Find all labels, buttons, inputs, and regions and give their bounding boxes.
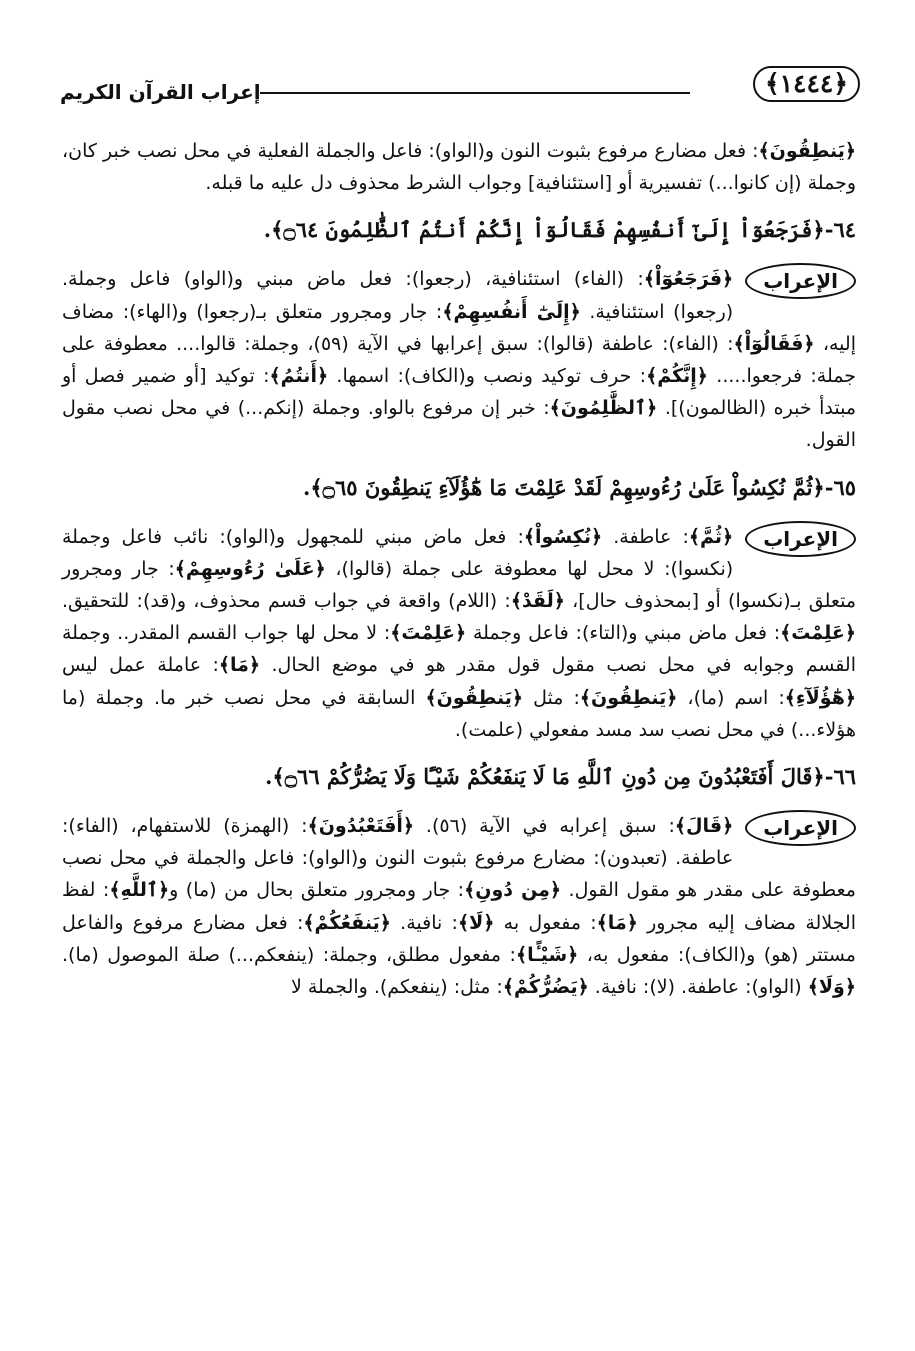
quran-word: ﴿شَيْـًٔا﴾ bbox=[515, 943, 579, 966]
analysis-text: : نافية. bbox=[390, 911, 458, 934]
verse-65: ٦٥-﴿ثُمَّ نُكِسُواْ عَلَىٰ رُءُوسِهِمْ لَقَدْ عَلِمْتَ مَا هَٰٓؤُلَآءِ يَنطِقُونَ ۝٦٥﴾. bbox=[303, 474, 856, 500]
verse-64: ٦٤-﴿فَرَجَعُوٓاْ إِلَىٰٓ أَنفُسِهِمْ فَقَالُوٓاْ إِنَّكُمْ أَنتُمُ ٱلظَّٰلِمُونَ ۝٦٤﴾. bbox=[263, 217, 856, 243]
quran-word: ﴿فَقَالُوٓاْ﴾ bbox=[733, 332, 815, 355]
analysis-text: : لفظ الجلالة مضاف إليه مجرور bbox=[62, 879, 856, 934]
quran-word: ﴿يَنطِقُونَ﴾ bbox=[579, 686, 678, 709]
analysis-text: : (الهمزة) للاستفهام، (الفاء): عاطفة. (تعبدون): مضارع مرفوع بثبوت النون و(الواو): فاعل والجملة في محل نصب معطوفة على مقدر هو مقول القول. bbox=[62, 815, 856, 902]
quran-word: ﴿ٱلظَّٰلِمُونَ﴾ bbox=[549, 397, 658, 420]
quran-word: ﴿أَنتُمُ﴾ bbox=[269, 365, 329, 388]
analysis-text: : مثل bbox=[522, 686, 580, 709]
quran-word: ﴿مِن دُونِ﴾ bbox=[464, 879, 562, 902]
analysis-text: : جار ومجرور متعلق بحال من (ما) و bbox=[169, 879, 465, 902]
analysis-text: : اسم (ما)، bbox=[677, 686, 785, 709]
analysis-text: : مثل: (ينفعكم). والجملة لا bbox=[290, 976, 503, 999]
analysis-text: : فعل ماض مبني للمجهول و(الواو): نائب فاعل وجملة (نكسوا): لا محل لها معطوفة على جملة (قالوا)، bbox=[62, 525, 734, 580]
quran-word: ﴿مَا﴾ bbox=[596, 911, 638, 934]
quran-word: ﴿وَلَا﴾ bbox=[807, 976, 856, 999]
quran-word: ﴿ٱللَّهِ﴾ bbox=[109, 879, 170, 902]
analysis-text: : لا محل لها جواب القسم المقدر.. وجملة القسم وجوابه في محل نصب مقول قول مقدر هو في موضع الحال. bbox=[62, 622, 856, 677]
quran-word: ﴿إِلَىٰٓ أَنفُسِهِمْ﴾ bbox=[442, 300, 581, 323]
analysis-text: : فعل مضارع مرفوع بثبوت النون و(الواو): فاعل والجملة الفعلية في محل نصب خبر كان، وجملة (إن كانوا...) تفسيرية أو [استئنافية] وجواب الشرط محذوف دل عليه ما قبله. bbox=[62, 140, 856, 195]
analysis-text: : (الفاء) استئنافية، (رجعوا): فعل ماض مبني و(الواو) فاعل وجملة. (رجعوا) استئنافية. bbox=[62, 268, 734, 323]
analysis-text: : مفعول به bbox=[494, 911, 597, 934]
book-title: إعراب القرآن الكريم bbox=[60, 80, 261, 104]
page-header bbox=[60, 58, 860, 112]
quran-word: ﴿فَرَجَعُوٓاْ﴾ bbox=[643, 268, 734, 291]
quran-word: ﴿أَفَتَعْبُدُونَ﴾ bbox=[307, 815, 415, 838]
analysis-text: : جار ومجرور متعلق بـ(نكسوا) أو [بمحذوف حال]، bbox=[62, 557, 857, 613]
analysis-text: : عاملة عمل ليس bbox=[62, 654, 219, 677]
iraab-paragraph-66 bbox=[62, 810, 856, 1003]
quran-word: ﴿يَنطِقُونَ﴾ bbox=[758, 140, 856, 162]
quran-word: ﴿عَلِمْتَ﴾ bbox=[390, 622, 467, 645]
analysis-text: : جار ومجرور متعلق بـ(رجعوا) و(الهاء): مضاف إليه، bbox=[62, 300, 856, 355]
analysis-text: : فعل مضارع مرفوع والفاعل مستتر (هو) و(الكاف): مفعول به، bbox=[62, 911, 856, 966]
verse-66: ٦٦-﴿قَالَ أَفَتَعْبُدُونَ مِن دُونِ ٱللَّهِ مَا لَا يَنفَعُكُمْ شَيْـًٔا وَلَا يَضُرُّكُمْ ۝٦٦﴾. bbox=[265, 764, 856, 790]
analysis-text: : حرف توكيد ونصب و(الكاف): اسمها. bbox=[328, 365, 647, 388]
quran-word: ﴿عَلَىٰ رُءُوسِهِمْ﴾ bbox=[174, 557, 326, 580]
analysis-text: : توكيد [أو ضمير فصل أو مبتدأ خبره (الظالمون)]. bbox=[62, 365, 856, 420]
analysis-text: : عاطفة. bbox=[602, 525, 689, 548]
analysis-text: : (اللام) واقعة في جواب قسم محذوف، و(قد): للتحقيق. bbox=[62, 590, 511, 613]
quran-word: ﴿قَالَ﴾ bbox=[674, 815, 734, 838]
iraab-badge: الإعراب bbox=[745, 810, 856, 846]
quran-word: ﴿لَا﴾ bbox=[457, 911, 495, 934]
analysis-text: : فعل ماض مبني و(التاء): فاعل وجملة bbox=[466, 622, 781, 645]
iraab-badge: الإعراب bbox=[745, 521, 856, 557]
quran-word: ﴿يَضُرُّكُمْ﴾ bbox=[502, 976, 589, 999]
quran-word: ﴿هَٰٓؤُلَآءِ﴾ bbox=[784, 686, 857, 709]
quran-word: ﴿يَنفَعُكُمْ﴾ bbox=[303, 911, 391, 934]
iraab-paragraph-65 bbox=[62, 521, 856, 746]
iraab-paragraph-64 bbox=[62, 263, 856, 456]
analysis-text: السابقة في محل نصب خبر ما. وجملة (ما هؤلاء...) في محل نصب سد مسد مفعولي (علمت). bbox=[62, 686, 856, 741]
analysis-text: : (الفاء): عاطفة (قالوا): سبق إعرابها في الآية (٥٩)، وجملة: قالوا.... معطوفة على جملة: فرجعوا..... bbox=[62, 332, 856, 388]
iraab-badge: الإعراب bbox=[745, 263, 856, 299]
header-rule bbox=[260, 92, 690, 94]
analysis-text: : سبق إعرابه في الآية (٥٦). bbox=[414, 815, 675, 838]
quran-word: ﴿لَقَدْ﴾ bbox=[510, 590, 565, 613]
quran-word: ﴿مَا﴾ bbox=[218, 654, 261, 677]
intro-paragraph bbox=[62, 135, 856, 199]
analysis-text: : خبر إن مرفوع بالواو. وجملة (إنكم...) في محل نصب مقول القول. bbox=[62, 397, 856, 452]
quran-word: ﴿يَنطِقُونَ﴾ bbox=[425, 686, 523, 709]
analysis-text: (الواو): عاطفة. (لا): نافية. bbox=[588, 976, 808, 999]
quran-word: ﴿نُكِسُواْ﴾ bbox=[523, 525, 603, 548]
quran-word: ﴿ثُمَّ﴾ bbox=[688, 525, 734, 548]
quran-word: ﴿عَلِمْتَ﴾ bbox=[780, 622, 856, 645]
quran-word: ﴿إِنَّكُمْ﴾ bbox=[646, 365, 708, 388]
analysis-text: : مفعول مطلق، وجملة: (ينفعكم...) صلة الموصول (ما). bbox=[62, 943, 516, 966]
page-body bbox=[62, 135, 856, 1003]
page-number: ﴿١٤٤٤﴾ bbox=[753, 66, 860, 102]
